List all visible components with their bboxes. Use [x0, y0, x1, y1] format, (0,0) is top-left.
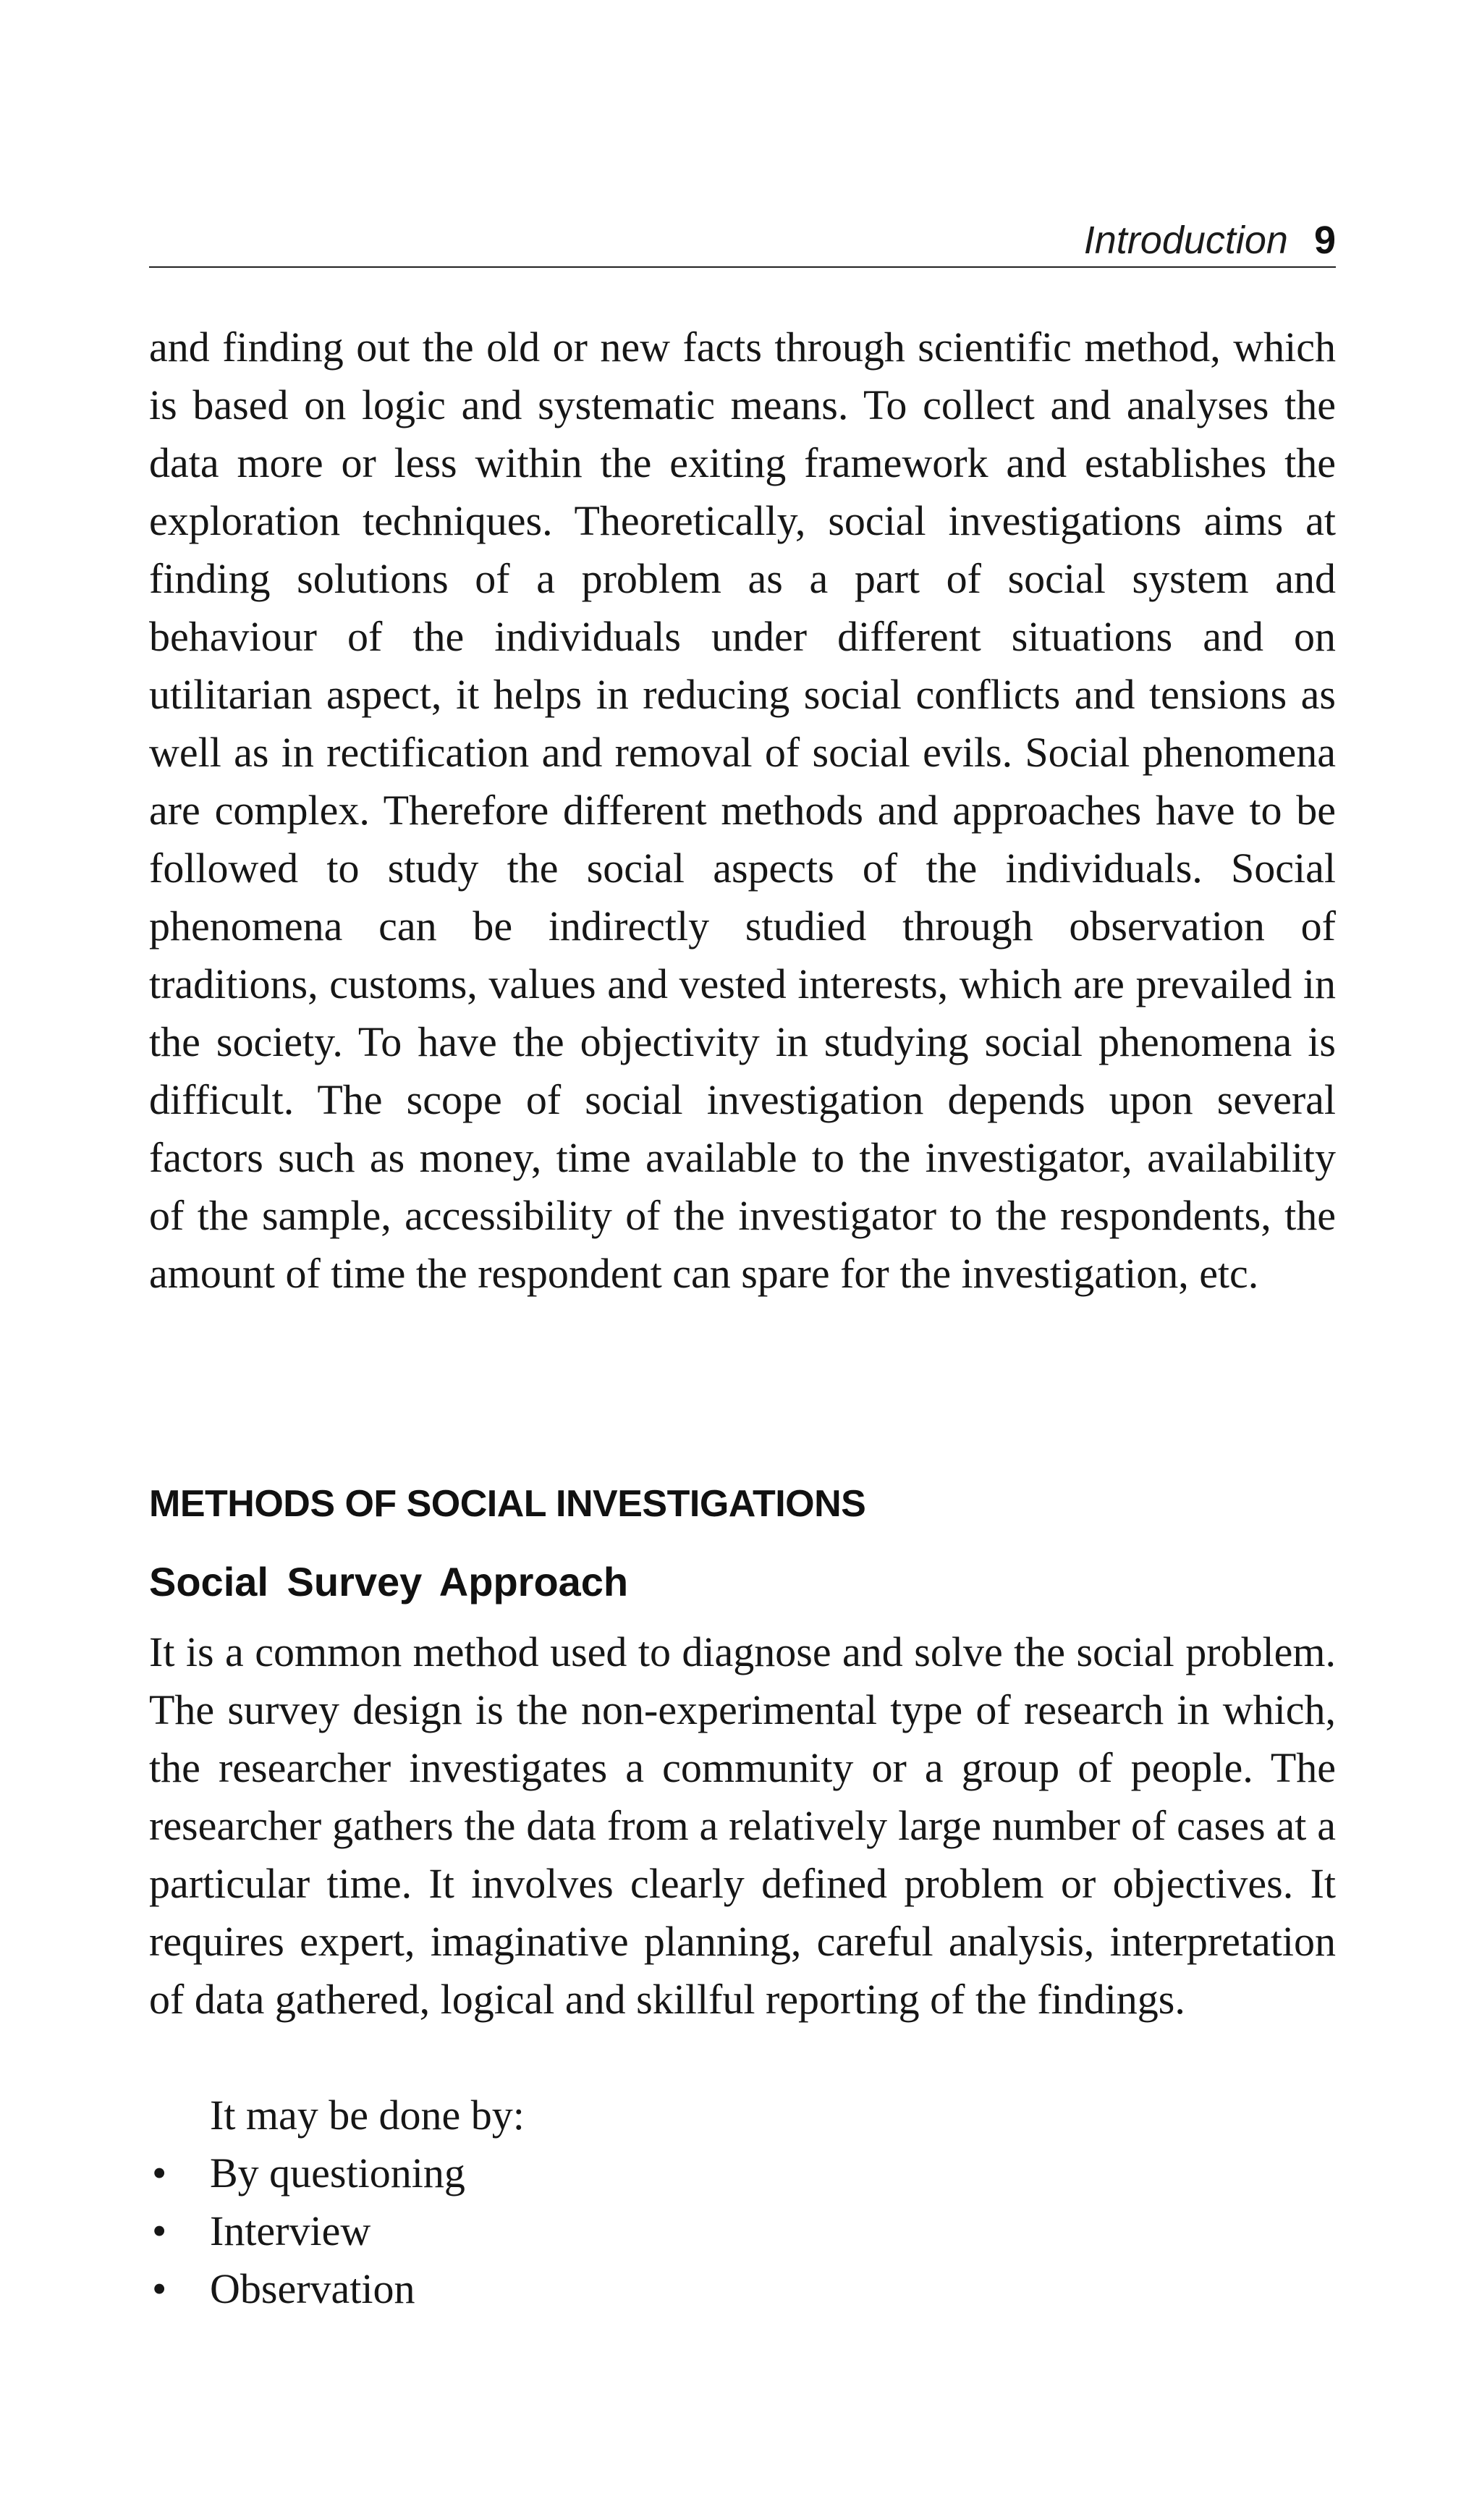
- book-page: [149, 0, 1336, 2520]
- subsection-heading: Social Survey Approach: [149, 1559, 629, 1604]
- section-heading: METHODS OF SOCIAL INVESTIGATIONS: [149, 1483, 866, 1525]
- running-head-title: Introduction: [1083, 219, 1288, 262]
- list-item-text: Interview: [210, 2207, 371, 2254]
- list-item: [149, 2144, 1336, 2202]
- list-lead-in: It may be done by:: [210, 2092, 525, 2139]
- list-item: [149, 2260, 1336, 2318]
- list-item: [149, 2202, 1336, 2260]
- running-head: [149, 216, 1336, 268]
- bullet-list: [149, 2144, 1336, 2318]
- bullet-icon: •: [152, 2149, 167, 2196]
- body-paragraph-survey: It is a common method used to diagnose and solve the social problem. The survey design is the non-experimental type of research in which, the researcher investigates a community or a group of people. The researcher gathers the data from a relatively large number of cases at a particular time. It involves clearly defined problem or objectives. It requires expert, imaginative planning, careful analysis, interpretation of data gathered, logical and skillful reporting of the findings.: [149, 1628, 1336, 2023]
- bullet-icon: •: [152, 2207, 167, 2254]
- list-item-text: By questioning: [210, 2149, 465, 2196]
- bullet-icon: •: [152, 2265, 167, 2312]
- page-number: 9: [1313, 219, 1336, 262]
- body-paragraph-continuation: and finding out the old or new facts through scientific method, which is based on logic and systematic means. To collect and analyses the data more or less within the exiting framework and establishes the exploration techniques. Theoretically, social investigations aims at finding solutions of a problem as a part of social system and behaviour of the individuals under different situations and on utilitarian aspect, it helps in reducing social conflicts and tensions as well as in rectification and removal of social evils. Social phenomena are complex. Therefore different methods and approaches have to be followed to study the social aspects of the individuals. Social phenomena can be indirectly studied through observation of traditions, customs, values and vested interests, which are prevailed in the society. To have the objectivity in studying social phenomena is difficult. The scope of social investigation depends upon several factors such as money, time available to the investigator, availability of the sample, accessibility of the investigator to the respondents, the amount of time the respondent can spare for the investigation, etc.: [149, 324, 1336, 1297]
- list-item-text: Observation: [210, 2265, 415, 2312]
